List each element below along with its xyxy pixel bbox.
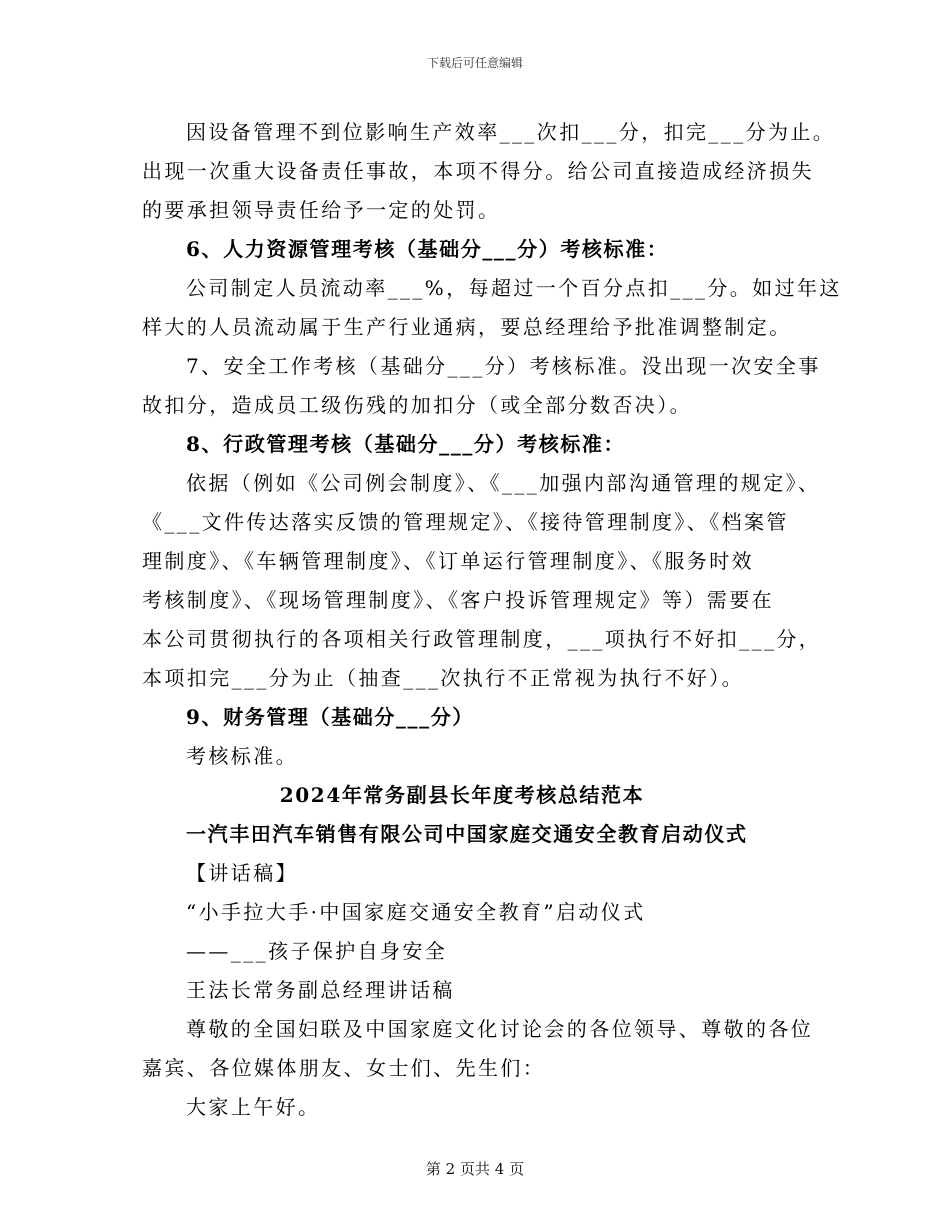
page-footer-number: 第 2 页共 4 页 xyxy=(425,1160,525,1178)
paragraph-line: 理制度》、《车辆管理制度》、《订单运行管理制度》、《服务时效 xyxy=(142,549,754,573)
paragraph-line: ——___孩子保护自身安全 xyxy=(186,939,448,963)
page-header-note: 下载后可任意编辑 xyxy=(426,56,523,70)
paragraph-line: 本项扣完___分为止（抽查___次执行不正常视为执行不好）。 xyxy=(142,666,744,690)
paragraph-line: 故扣分，造成员工级伤残的加扣分（或全部分数否决）。 xyxy=(142,393,692,417)
paragraph-line: 公司制定人员流动率___%，每超过一个百分点扣___分。如过年这 xyxy=(186,276,842,300)
paragraph-line: 嘉宾、各位媒体朋友、女士们、先生们： xyxy=(142,1056,546,1080)
section-heading: 6、人力资源管理考核（基础分___分）考核标准： xyxy=(186,237,669,261)
paragraph-line: 7、安全工作考核（基础分___分）考核标准。没出现一次安全事 xyxy=(186,354,821,378)
paragraph-line: 依据（例如《公司例会制度》、《___加强内部沟通管理的规定》、 xyxy=(186,471,821,495)
document-title: 2024年常务副县长年度考核总结范本 xyxy=(279,783,645,807)
paragraph-line: 大家上午好。 xyxy=(186,1095,321,1119)
paragraph-line: 考核标准。 xyxy=(186,744,298,768)
paragraph-line: 出现一次重大设备责任事故，本项不得分。给公司直接造成经济损失 xyxy=(142,159,814,183)
paragraph-line: 王法长常务副总经理讲话稿 xyxy=(186,978,455,1002)
paragraph-line: 尊敬的全国妇联及中国家庭文化讨论会的各位领导、尊敬的各位 xyxy=(186,1017,814,1041)
paragraph-line: 样大的人员流动属于生产行业通病，要总经理给予批准调整制定。 xyxy=(142,315,792,339)
paragraph-line: 《___文件传达落实反馈的管理规定》、《接待管理制度》、《档案管 xyxy=(142,510,789,534)
paragraph-line: “小手拉大手·中国家庭交通安全教育”启动仪式 xyxy=(186,900,646,924)
document-subtitle: 一汽丰田汽车销售有限公司中国家庭交通安全教育启动仪式 xyxy=(186,822,748,846)
paragraph-line: 考核制度》、《现场管理制度》、《客户投诉管理规定》等）需要在 xyxy=(142,588,774,612)
document-body xyxy=(142,113,842,1127)
paragraph-line: 的要承担领导责任给予一定的处罚。 xyxy=(142,198,501,222)
paragraph-line: 因设备管理不到位影响生产效率___次扣___分，扣完___分为止。 xyxy=(186,120,836,144)
section-heading: 9、财务管理（基础分___分） xyxy=(186,705,474,729)
paragraph-line: 【讲话稿】 xyxy=(186,861,298,885)
section-heading: 8、行政管理考核（基础分___分）考核标准： xyxy=(186,432,626,456)
paragraph-line: 本公司贯彻执行的各项相关行政管理制度，___项执行不好扣___分， xyxy=(142,627,822,651)
